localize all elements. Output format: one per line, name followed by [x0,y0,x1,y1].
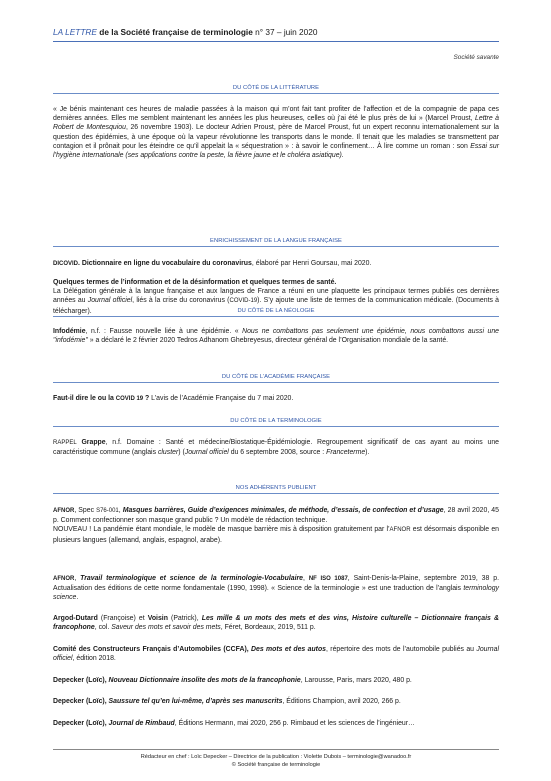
publication-depecker-saussure [53,697,499,706]
afnor2-text-b: , [303,575,309,582]
academie-covid: COVID 19 [115,396,144,402]
footer-divider [53,749,499,750]
afnor2-text-d: . [76,594,79,602]
dicovid-title: . Dictionnaire en ligne du vocabulaire du coronavirus [78,260,252,267]
afnor1-nouveau: NOUVEAU ! La pandémie étant mondiale, le modèle de masque barrière mis à disposition gratuitement par l’ [53,526,390,534]
rappel-label: RAPPEL [53,440,77,446]
afnor1-afnor: AFNOR [389,527,411,534]
argod-text-e: , Féret, Bordeaux, 2019, 511 p. [220,624,316,632]
masthead-lettre: LA LETTRE [53,27,97,37]
afnor1-text-e: est désormais disponible en plusieurs langues (allemand, anglais, espagnol, arabe). [53,526,499,544]
terminologie-text-3: du 6 septembre 2008, source : [228,449,327,457]
dep2-title: Saussure tel qu’en lui-même, d’après ses manuscrits [108,698,283,705]
ccfa-journal-officiel: Journal officiel [53,646,499,663]
dep2-text-c: , Éditions Champion, avril 2020, 266 p. [282,698,401,705]
ccfa-text-c: , répertoire des mots de l’automobile publiés au [326,646,477,653]
afnor-label: AFNOR [53,508,75,514]
masthead-divider [53,41,499,42]
academie-rest: L’avis de l’Académie Française du 7 mai 2020. [149,395,294,402]
section-title-adherents: NOS ADHÉRENTS PUBLIENT [53,485,499,494]
neologie-paragraph [53,327,499,345]
litterature-text-1: « Je bénis maintenant ces heures de maladie passées à la maison qui m’ont fait tant profiter de l’affection et de la compagnie de papa ces dernières années. Elles me semblent maintenant les années les plus heureuses, celles où j’ai été le plus près de lui » (Marcel Proust, [53,106,499,123]
publication-argod-voisin [53,614,499,632]
section-title-litterature: DU CÔTÉ DE LA LITTÉRATURE [53,85,499,94]
societe-savante-label: Société savante [453,54,499,61]
afnor1-text-b: , [118,507,123,514]
neologie-quote: Nous ne combattons pas seulement une épidémie, nous combattons aussi une "infodémie" [53,328,499,345]
afnor1-title: Masques barrières, Guide d’exigences minimales, de méthode, d’essais, de confection et d’usage [122,507,444,514]
termes-text-1: La Délégation générale à la langue française et aux langues de France a réuni en une plaquette les principaux termes publiés ces dernières années au [53,288,499,305]
section-title-terminologie: DU CÔTÉ DE LA TERMINOLOGIE [53,418,499,427]
section-title-neologie: DU CÔTÉ DE LA NÉOLOGIE [53,308,499,317]
termes-text-3: ). S’y ajoute une liste de termes de la communication médicale. (Documents à télécharger). [53,297,500,315]
afnor1-spec: S76-001 [96,508,119,514]
publication-afnor-iso [53,574,499,603]
ccfa-title: Des mots et des autos [251,646,327,653]
footer-credits: Rédacteur en chef : Loïc Depecker – Directrice de la publication : Violette Dubois – terminologie@wanadoo.fr [140,754,412,760]
cluster-word: cluster [157,449,179,457]
afnor2-norme: NF ISO 1087 [308,576,348,582]
neologie-text-1: , n.f. : Fausse nouvelle liée à une épidémie. « [85,328,243,335]
litterature-letter-title: Lettre à Robert de Montesquiou [53,115,499,132]
dep3-text-c: , Éditions Hermann, mai 2020, 256 p. Rimbaud et les sciences de l’ingénieur… [174,720,415,727]
dep1-firstname: (Loïc), [84,677,109,684]
dep3-author: Depecker [53,720,85,727]
terminologie-text-2: ) ( [178,449,185,457]
footer-copyright: © Société française de terminologie [231,762,321,768]
afnor2-text-a: , [74,575,81,582]
litterature-essay-title: Essai sur l’hygiène internationale (ses applications contre la peste, la fièvre jaune et le choléra asiatique). [53,142,500,160]
litterature-paragraph [53,105,499,160]
publication-depecker-dictionnaire [53,676,499,685]
publication-ccfa [53,645,499,663]
dicovid-rest: , élaboré par Henri Goursau, mai 2020. [251,260,372,267]
footer [53,753,499,769]
termes-covid: COVID-19 [229,298,258,305]
masthead-societe: de la Société française de terminologie [96,27,253,37]
argod-text-a: (Françoise) et [97,615,148,622]
terminologie-paragraph [53,438,499,457]
terminologie-text-1: , n.f. Domaine : Santé et médecine/Biostatique-Épidémiologie. Regroupement significatif de cas ayant au moins une caractéristique commune (anglais [53,439,499,457]
dep1-author: Depecker [53,677,85,684]
section-title-academie: DU CÔTÉ DE L’ACADÉMIE FRANÇAISE [53,374,499,383]
section-title-enrichissement: ENRICHISSEMENT DE LA LANGUE FRANÇAISE [53,238,499,247]
dep2-firstname: (Loïc), [84,698,109,705]
voisin-author: Voisin [147,615,168,622]
afnor2-english-term: terminology science [53,585,499,602]
academie-question-2: ? [143,395,150,402]
dep2-author: Depecker [53,698,85,705]
afnor1-text-c: , 28 avril 2020, 45 p. Comment confectionner son masque grand public ? Un modèle de rédaction technique. [53,507,499,525]
afnor2-title: Travail terminologique et science de la terminologie-Vocabulaire [80,575,303,582]
termes-journal-officiel: Journal officiel [87,297,133,305]
publication-depecker-rimbaud [53,719,499,728]
infodemie-term: Infodémie [53,328,86,335]
argod-text-c: (Patrick), [167,615,202,622]
ccfa-text-d: , édition 2018. [72,655,116,663]
litterature-text-2: , 26 novembre 1903). Le docteur Adrien Proust, père de Marcel Proust, fut un expert reconnu internationalement sur la question des épidémies, à une époque où la vapeur révolutionne les transports dans le monde. Il tenait que les maladies se transmettent par contagion et il prônait pour les éteindre ce qu’il appelait la « séquestration » : à savoir le confinement… À lire comme un roman : son [53,124,499,150]
ccfa-author: Comité des Constructeurs Français d’Automobiles [53,646,222,653]
argod-collection: Saveur des mots et savoir des mets [111,624,221,632]
afnor2-label: AFNOR [53,576,75,582]
academie-paragraph [53,394,499,404]
argod-text-d: , col. [94,624,112,632]
grappe-term: Grappe [76,439,106,446]
masthead-numero: n° 37 – juin 2020 [252,27,318,37]
terminologie-text-4: ). [365,449,370,457]
afnor2-text-c: , Saint-Denis-la-Plaine, septembre 2019, 38 p. Actualisation des éditions de cette norme fondamentale (1990, 1998). « Science de la terminologie » est une traduction de l’anglais [53,575,499,593]
publication-afnor-masques [53,506,499,545]
academie-question-1: Faut-il dire le ou la [53,395,116,402]
termes-title: Quelques termes de l’information et de la désinformation et quelques termes de santé. [53,279,337,286]
dep1-title: Nouveau Dictionnaire insolite des mots de la francophonie [108,677,301,684]
masthead [53,27,499,38]
argod-author: Argod-Dutard [53,615,98,622]
dicovid-paragraph [53,259,499,269]
dep3-firstname: (Loïc), [84,720,109,727]
afnor1-text-a: , Spec [74,507,97,514]
termes-text-2: , liés à la crise du coronavirus ( [132,297,230,305]
ccfa-acronym: (CCFA), [221,646,252,653]
argod-title: Les mille & un mots des mets et des vins, Histoire culturelle – Dictionnaire français & francophone [53,615,499,632]
dep1-text-c: , Larousse, Paris, mars 2020, 480 p. [300,677,412,684]
terminologie-journal-officiel: Journal officiel [184,449,229,457]
neologie-text-2: » a déclaré le 2 février 2020 Tedros Adhanom Ghebreyesus, directeur général de l’Organisation mondiale de la santé. [87,337,449,345]
franceterme-source: Franceterme [326,449,366,457]
dicovid-acronym: DICOVID [53,261,79,267]
dep3-title: Journal de Rimbaud [108,720,175,727]
